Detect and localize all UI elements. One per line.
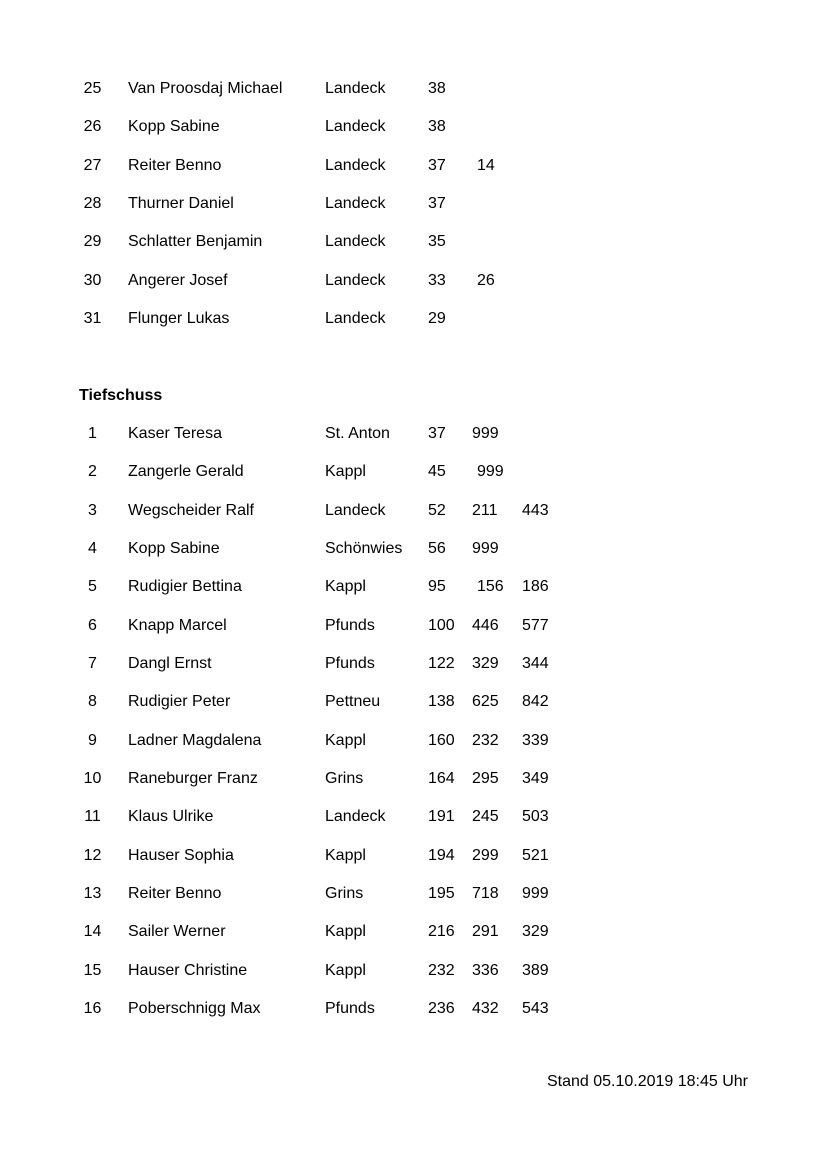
club-cell: Pfunds	[325, 1000, 375, 1018]
score2-cell: 999	[477, 463, 504, 481]
score3-cell: 389	[522, 961, 549, 979]
score2-cell: 295	[472, 770, 499, 788]
score2-cell: 999	[472, 425, 499, 442]
club-cell: Kappl	[325, 463, 366, 481]
name-cell: Dangl Ernst	[128, 655, 212, 673]
score-cell: 191	[428, 808, 455, 826]
score-cell: 45	[428, 463, 446, 481]
name-cell: Schlatter Benjamin	[128, 233, 263, 251]
rank-cell: 4	[88, 540, 97, 558]
score2-cell: 26	[477, 271, 495, 289]
table-row	[0, 452, 827, 490]
club-cell: Grins	[325, 770, 364, 788]
name-cell: Angerer Josef	[128, 271, 228, 289]
table-row	[0, 299, 827, 337]
club-cell: Schönwies	[325, 540, 403, 558]
table-row	[0, 682, 827, 720]
table-row	[0, 644, 827, 682]
score-cell: 195	[428, 885, 455, 903]
score2-cell: 211	[472, 501, 498, 519]
table-row	[0, 989, 827, 1027]
club-cell: Kappl	[325, 846, 366, 864]
score2-cell: 232	[472, 731, 499, 749]
name-cell: Hauser Sophia	[128, 846, 234, 864]
name-cell: Kaser Teresa	[128, 425, 222, 442]
score2-cell: 432	[472, 1000, 499, 1018]
table-row	[0, 797, 827, 835]
score2-cell: 14	[477, 156, 495, 174]
club-cell: Landeck	[325, 156, 386, 174]
tiefschuss-table	[0, 414, 827, 1028]
name-cell: Rudigier Bettina	[128, 578, 242, 596]
table-row	[0, 491, 827, 529]
club-cell: Kappl	[325, 578, 366, 596]
score-cell: 122	[428, 655, 455, 673]
score3-cell: 999	[522, 885, 549, 903]
name-cell: Raneburger Franz	[128, 770, 258, 788]
score3-cell: 443	[522, 501, 549, 519]
table-row	[0, 874, 827, 912]
rank-cell: 6	[88, 616, 97, 634]
name-cell: Reiter Benno	[128, 156, 222, 174]
score-cell: 164	[428, 770, 455, 788]
name-cell: Klaus Ulrike	[128, 808, 214, 826]
score2-cell: 329	[472, 655, 499, 673]
score-cell: 38	[428, 118, 446, 136]
rank-cell: 11	[84, 808, 101, 826]
name-cell: Poberschnigg Max	[128, 1000, 261, 1018]
club-cell: Landeck	[325, 195, 386, 213]
rank-cell: 2	[88, 463, 97, 481]
score-cell: 138	[428, 693, 455, 711]
name-cell: Flunger Lukas	[128, 310, 230, 328]
score-cell: 29	[428, 310, 446, 328]
score3-cell: 349	[522, 770, 549, 788]
score2-cell: 156	[477, 578, 504, 596]
table-row	[0, 759, 827, 797]
rank-cell: 27	[83, 156, 102, 174]
rank-cell: 10	[83, 770, 102, 788]
score-cell: 37	[428, 156, 446, 174]
table-row	[0, 69, 827, 107]
score3-cell: 339	[522, 731, 549, 749]
score-cell: 35	[428, 233, 446, 251]
club-cell: Landeck	[325, 808, 386, 826]
score2-cell: 291	[472, 923, 499, 941]
name-cell: Hauser Christine	[128, 961, 248, 979]
name-cell: Van Proosdaj Michael	[128, 80, 283, 97]
name-cell: Reiter Benno	[128, 885, 222, 903]
rank-cell: 14	[83, 923, 102, 941]
rank-cell: 25	[83, 80, 102, 97]
rank-cell: 1	[88, 425, 97, 442]
name-cell: Knapp Marcel	[128, 616, 227, 634]
table-row	[0, 146, 827, 184]
table-row	[0, 261, 827, 299]
name-cell: Sailer Werner	[128, 923, 226, 941]
score-cell: 38	[428, 80, 446, 97]
score-cell: 194	[428, 846, 455, 864]
score-cell: 37	[428, 195, 446, 213]
club-cell: Pettneu	[325, 693, 381, 711]
name-cell: Wegscheider Ralf	[128, 501, 254, 519]
table-row	[0, 222, 827, 260]
club-cell: Landeck	[325, 233, 386, 251]
rank-cell: 26	[83, 118, 102, 136]
name-cell: Rudigier Peter	[128, 693, 231, 711]
club-cell: Kappl	[325, 731, 366, 749]
rank-cell: 29	[83, 233, 102, 251]
club-cell: Pfunds	[325, 655, 375, 673]
rank-cell: 28	[83, 195, 102, 213]
club-cell: Landeck	[325, 271, 386, 289]
table-row	[0, 606, 827, 644]
score2-cell: 718	[472, 885, 499, 903]
table-row	[0, 836, 827, 874]
rank-cell: 12	[83, 846, 102, 864]
name-cell: Kopp Sabine	[128, 540, 220, 558]
score3-cell: 521	[522, 846, 549, 864]
score2-cell: 245	[472, 808, 499, 826]
score3-cell: 577	[522, 616, 549, 634]
footer-timestamp: Stand 05.10.2019 18:45 Uhr	[546, 1073, 748, 1090]
club-cell: Landeck	[325, 80, 386, 97]
table-row	[0, 107, 827, 145]
table-row	[0, 912, 827, 950]
score-cell: 56	[428, 540, 446, 558]
score3-cell: 543	[522, 1000, 549, 1018]
table-row	[0, 414, 827, 452]
score2-cell: 625	[472, 693, 499, 711]
score3-cell: 842	[522, 693, 549, 711]
rank-cell: 31	[83, 310, 102, 328]
rank-cell: 8	[88, 693, 97, 711]
club-cell: Landeck	[325, 310, 386, 328]
score2-cell: 299	[472, 846, 499, 864]
club-cell: Kappl	[325, 961, 366, 979]
score2-cell: 446	[472, 616, 499, 634]
club-cell: Landeck	[325, 118, 386, 136]
name-cell: Kopp Sabine	[128, 118, 220, 136]
score-cell: 160	[428, 731, 455, 749]
table-row	[0, 951, 827, 989]
score-cell: 95	[428, 578, 446, 596]
score-cell: 100	[428, 616, 455, 634]
club-cell: St. Anton	[325, 425, 390, 442]
rank-cell: 3	[88, 501, 97, 519]
name-cell: Thurner Daniel	[128, 195, 234, 213]
club-cell: Grins	[325, 885, 364, 903]
score3-cell: 503	[522, 808, 549, 826]
results-table-continued	[0, 69, 827, 337]
club-cell: Kappl	[325, 923, 366, 941]
club-cell: Landeck	[325, 501, 386, 519]
table-row	[0, 721, 827, 759]
score2-cell: 336	[472, 961, 499, 979]
score3-cell: 186	[522, 578, 549, 596]
score-cell: 33	[428, 271, 446, 289]
section-title: Tiefschuss	[79, 387, 163, 404]
score-cell: 52	[428, 501, 446, 519]
score-cell: 37	[428, 425, 446, 442]
rank-cell: 7	[88, 655, 97, 673]
rank-cell: 9	[88, 731, 97, 749]
score-cell: 216	[428, 923, 455, 941]
name-cell: Ladner Magdalena	[128, 731, 262, 749]
score3-cell: 329	[522, 923, 549, 941]
rank-cell: 30	[83, 271, 102, 289]
rank-cell: 5	[88, 578, 97, 596]
table-row	[0, 184, 827, 222]
table-row	[0, 529, 827, 567]
name-cell: Zangerle Gerald	[128, 463, 244, 481]
rank-cell: 13	[83, 885, 102, 903]
score3-cell: 344	[522, 655, 549, 673]
rank-cell: 16	[83, 1000, 102, 1018]
score2-cell: 999	[472, 540, 499, 558]
score-cell: 236	[428, 1000, 455, 1018]
table-row	[0, 567, 827, 605]
club-cell: Pfunds	[325, 616, 375, 634]
rank-cell: 15	[83, 961, 102, 979]
score-cell: 232	[428, 961, 455, 979]
